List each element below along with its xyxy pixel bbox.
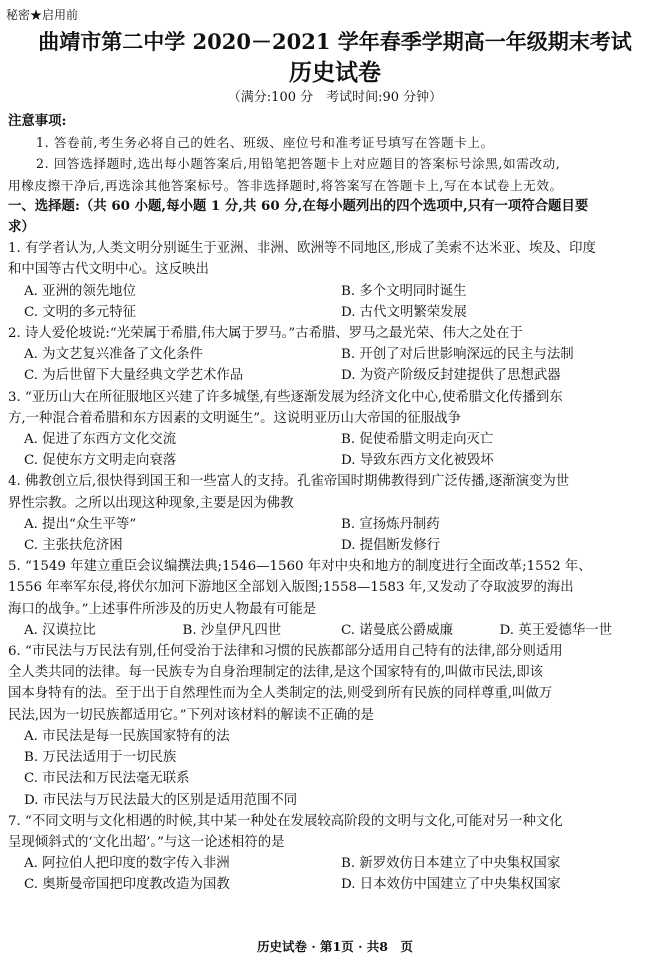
option-d: D. 日本效仿中国建立了中央集权国家 — [341, 877, 561, 893]
question-3 — [8, 387, 658, 472]
question-6 — [8, 641, 658, 811]
question-stem: 5. “1549 年建立重臣会议编撰法典;1546—1560 年对中央和地方的制度进行全面改革;1552 年、 — [8, 559, 592, 575]
question-5 — [8, 556, 658, 641]
option-list — [8, 429, 658, 471]
option-c: C. 市民法和万民法毫无联系 — [24, 771, 190, 787]
option-b: B. 沙皇伊凡四世 — [182, 622, 282, 638]
option-list — [8, 620, 658, 641]
secret-label: 秘密★启用前 — [6, 8, 79, 22]
question-stem: 3. “亚历山大在所征服地区兴建了许多城堡,有些逐渐发展为经济文化中心,使希腊文化传播到东 — [8, 389, 563, 405]
option-d: D. 导致东西方文化被毁坏 — [341, 453, 494, 469]
question-stem: 界性宗教。之所以出现这种现象,主要是因为佛教 — [8, 495, 294, 511]
option-a: A. 市民法是每一民族国家特有的法 — [24, 728, 230, 744]
question-stem: 国本身特有的法。至于出于自然理性而为全人类制定的法,则受到所有民族的同样尊重,叫做万 — [8, 686, 553, 702]
question-1 — [8, 238, 658, 323]
question-stem: 1. 有学者认为,人类文明分别诞生于亚洲、非洲、欧洲等不同地区,形成了美索不达米亚、埃及、印度 — [8, 241, 596, 257]
option-c: C. 促使东方文明走向衰落 — [24, 453, 177, 469]
question-stem: 1556 年率军东侵,将伏尔加河下游地区全部划入版图;1558—1583 年,又发动了夺取波罗的海出 — [8, 580, 574, 596]
question-stem: 2. 诗人爱伦坡说:“光荣属于希腊,伟大属于罗马。”古希腊、罗马之最光荣、伟大之处在于 — [8, 326, 523, 342]
exam-title: 曲靖市第二中学 2020－2021 学年春季学期高一年级期末考试 — [38, 29, 632, 54]
option-d: D. 提倡断发修行 — [341, 538, 441, 554]
option-list — [8, 514, 658, 556]
option-d: D. 为资产阶级反封建提供了思想武器 — [341, 368, 561, 384]
option-a: A. 为文艺复兴准备了文化条件 — [24, 347, 203, 363]
option-c: C. 为后世留下大量经典文学艺术作品 — [24, 368, 244, 384]
exam-subtitle: 历史试卷 — [289, 59, 381, 86]
option-a: A. 阿拉伯人把印度的数字传入非洲 — [24, 856, 230, 872]
option-c: C. 奥斯曼帝国把印度教改造为国教 — [24, 877, 230, 893]
option-b: B. 开创了对后世影响深远的民主与法制 — [341, 347, 574, 363]
question-stem: 7. “不同文明与文化相遇的时候,其中某一种处在发展较高阶段的文明与文化,可能对另一种文化 — [8, 813, 563, 829]
page-footer: 历史试卷 · 第1页 · 共8 页 — [256, 939, 413, 954]
question-stem: 呈现倾斜式的‘文化出超’。”与这一论述相符的是 — [8, 834, 285, 850]
option-d: D. 英王爱德华一世 — [499, 622, 613, 638]
option-a: A. 提出“众生平等” — [24, 516, 137, 532]
option-b: B. 万民法适用于一切民族 — [24, 750, 177, 766]
question-stem: 方,一种混合着希腊和东方因素的文明诞生”。这说明亚历山大帝国的征服战争 — [8, 410, 461, 426]
question-stem: 全人类共同的法律。每一民族专为自身治理制定的法律,是这个国家特有的,叫做市民法,即该 — [8, 665, 544, 681]
question-stem: 6. “市民法与万民法有别,任何受治于法律和习惯的民族都部分适用自己特有的法律,部分则适用 — [8, 644, 563, 660]
option-c: C. 诺曼底公爵威廉 — [341, 622, 454, 638]
option-b: B. 多个文明同时诞生 — [341, 283, 467, 299]
exam-content — [8, 111, 658, 896]
question-stem: 和中国等古代文明中心。这反映出 — [8, 262, 209, 278]
question-stem: 海口的战争。”上述事件所涉及的历史人物最有可能是 — [8, 601, 317, 617]
option-b: B. 宣扬炼丹制药 — [341, 516, 440, 532]
option-a: A. 亚洲的领先地位 — [24, 283, 136, 299]
section-heading: 一、选择题:（共 60 小题,每小题 1 分,共 60 分,在每小题列出的四个选项中,只有一项符合题目要 — [8, 197, 589, 214]
question-2 — [8, 323, 658, 387]
option-b: B. 新罗效仿日本建立了中央集权国家 — [341, 856, 561, 872]
question-stem: 4. 佛教创立后,很快得到国王和一些富人的支持。孔雀帝国时期佛教得到广泛传播,逐渐演变为世 — [8, 474, 570, 490]
option-list — [8, 726, 658, 811]
option-list — [8, 281, 658, 323]
question-4 — [8, 471, 658, 556]
option-list — [8, 344, 658, 386]
option-b: B. 促使希腊文明走向灭亡 — [341, 432, 494, 448]
question-7 — [8, 811, 658, 896]
notice-item: 2. 回答选择题时,选出每小题答案后,用铅笔把答题卡上对应题目的答案标号涂黑,如需改动, — [36, 156, 561, 172]
option-a: A. 促进了东西方文化交流 — [24, 432, 177, 448]
notice-title: 注意事项: — [8, 113, 67, 129]
option-a: A. 汉谟拉比 — [24, 622, 96, 638]
question-stem: 民法,因为一切民族都适用它。”下列对该材料的解读不正确的是 — [8, 707, 374, 723]
section-heading: 求） — [8, 219, 35, 236]
option-c: C. 文明的多元特征 — [24, 304, 137, 320]
exam-meta: （满分:100 分 考试时间:90 分钟） — [227, 90, 443, 105]
notice-item: 用橡皮擦干净后,再选涂其他答案标号。答非选择题时,将答案写在答题卡上,写在本试卷上无效。 — [8, 177, 563, 193]
option-d: D. 市民法与万民法最大的区别是适用范围不同 — [24, 792, 298, 808]
option-d: D. 古代文明繁荣发展 — [341, 304, 467, 320]
option-list — [8, 853, 658, 895]
notice-item: 1. 答卷前,考生务必将自己的姓名、班级、座位号和准考证号填写在答题卡上。 — [36, 135, 494, 151]
option-c: C. 主张扶危济困 — [24, 538, 123, 554]
